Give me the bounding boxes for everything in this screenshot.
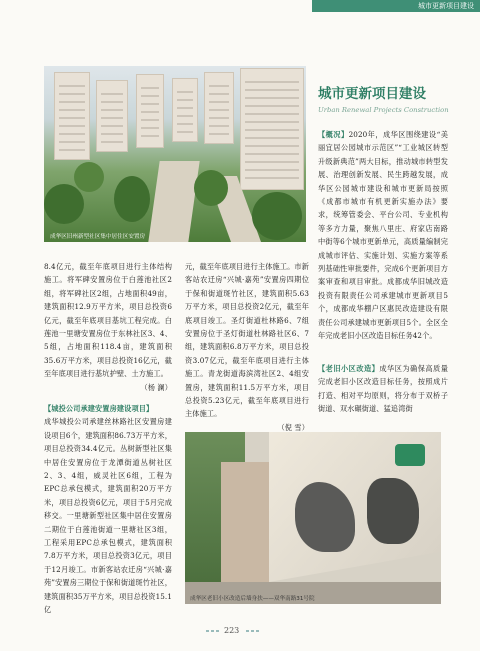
left-column-top	[44, 260, 172, 394]
page-number: 223	[224, 626, 240, 635]
green-sign	[395, 444, 425, 466]
overview-paragraph	[318, 128, 448, 343]
residential-photo	[44, 66, 306, 242]
tree	[74, 162, 104, 192]
section-title-sub: Urban Renewal Projects Construction	[318, 106, 449, 114]
section-title-main: 城市更新项目建设	[318, 86, 426, 102]
old-community-text: 成华区为确保高质量完成老旧小区改造目标任务，按照成片打造、相对平均原则，将分布于双桥子街道、双水碾街道、猛追湾街	[318, 364, 448, 414]
mural-photo	[185, 432, 441, 604]
building	[204, 72, 234, 144]
tree	[44, 184, 84, 224]
old-community-tag: 【老旧小区改造】	[318, 364, 380, 373]
middle-column	[185, 260, 309, 434]
building	[240, 68, 304, 190]
city-invest-paragraph	[44, 402, 172, 617]
city-invest-text: 成华城投公司承建丝林路社区安置房建设项目6个，建筑面积86.73万平方米，项目总投资34.4亿元。丛树新型社区集中居住安置房位于龙潭街道丛树社区2、3、4组，威灵社区6组，工程为EPC总承包模式，建筑面积20万平方米，项目总投资6亿元，项目于5月完成移交。一里塘新型社区集中居住安置房二期位于白莲池街道一里塘社区3组，工程采用EPC总承包模式，建筑面积7.8万平方米，项目总投资3亿元，项目于12月竣工。市新客站农迁房“兴城·嘉苑”安置房三期位于保和街道斑竹社区，建筑面积35万平方米，项目总投资15.1亿	[44, 417, 172, 615]
tree	[194, 170, 228, 206]
building-facade	[221, 462, 269, 582]
section-title	[318, 82, 458, 114]
left-column-signature: （杨 澜）	[140, 382, 172, 392]
old-community-paragraph	[318, 362, 448, 416]
left-column-text: 8.4亿元，截至年底项目进行主体结构施工。将军碑安置房位于白莲池社区2组，将军碑社区2组，占地面积49亩，建筑面积12.9万平方米，项目总投资6亿元，截至年底项目基坑工程完成。白莲池一里塘安置房位于东林社区3、4、5组，占地面积118.4亩，建筑面积35.6万平方米，项目总投资16亿元，截至年底项目进行基坑护壁、土方施工。	[44, 262, 172, 379]
overview-tag: 【概况】	[318, 130, 349, 139]
photo-caption: 成华区旧州新型社区集中居住区安置房	[50, 234, 146, 240]
building	[172, 78, 198, 142]
overview-text: 2020年，成华区围绕建设“美丽宜居公园城市示范区”“工业城区转型升级新典范”两大目标，推动城市转型发展、治理创新发展、民生跨越发展，成华区公园城市建设和城市更新局按照《成都市城市有机更新实施办法》要求，统筹管委会、平台公司、专业机构等多方力量，聚焦八里庄、府家店南路中街等6个城市更新单元，高质量编制完成城市评估、实施计划、实施方案等系列基础性审批要件，完成6个更新项目方案审查和项目审批。成都成华旧城改造投资有限责任公司承建城市更新项目5个，成都成华棚户区惠民改造建设有限责任公司承建城市更新项目5个。全区全年完成老旧小区改造目标任务42个。	[318, 130, 449, 341]
walkway	[148, 161, 199, 242]
header-section-label: 城市更新项目建设	[418, 2, 474, 10]
city-invest-tag: 【城投公司承建安置房建设项目】	[44, 404, 154, 413]
tree	[252, 192, 302, 240]
middle-column-text: 元，截至年底项目进行主体施工。市新客站农迁房“兴城·嘉苑”安置房四期位于保和街道斑竹社区，建筑面积5.63万平方米，项目总投资2亿元，截至年底项目竣工。圣灯街道杜林路6、7组安置房位于圣灯街道杜林路社区6、7组，建筑面积6.8万平方米，项目总投资3.07亿元，截至年底项目进行主体施工。青龙街道海滨湾社区2、4组安置房，建筑面积11.5万平方米，项目总投资5.23亿元，截至年底项目进行主体施工。	[185, 262, 309, 419]
header-section-bar	[312, 0, 480, 12]
mural-figure	[367, 478, 419, 544]
page-number-ornament	[246, 630, 260, 632]
building	[96, 80, 128, 152]
tree	[114, 176, 150, 222]
middle-column-signature: （倪 雪）	[277, 422, 309, 432]
building	[136, 74, 164, 148]
building	[54, 72, 90, 160]
bottom-photo-caption: 成华区老旧小区改造后墙身扶——双华南路31号院	[190, 596, 315, 602]
page-number-ornament	[206, 630, 220, 632]
